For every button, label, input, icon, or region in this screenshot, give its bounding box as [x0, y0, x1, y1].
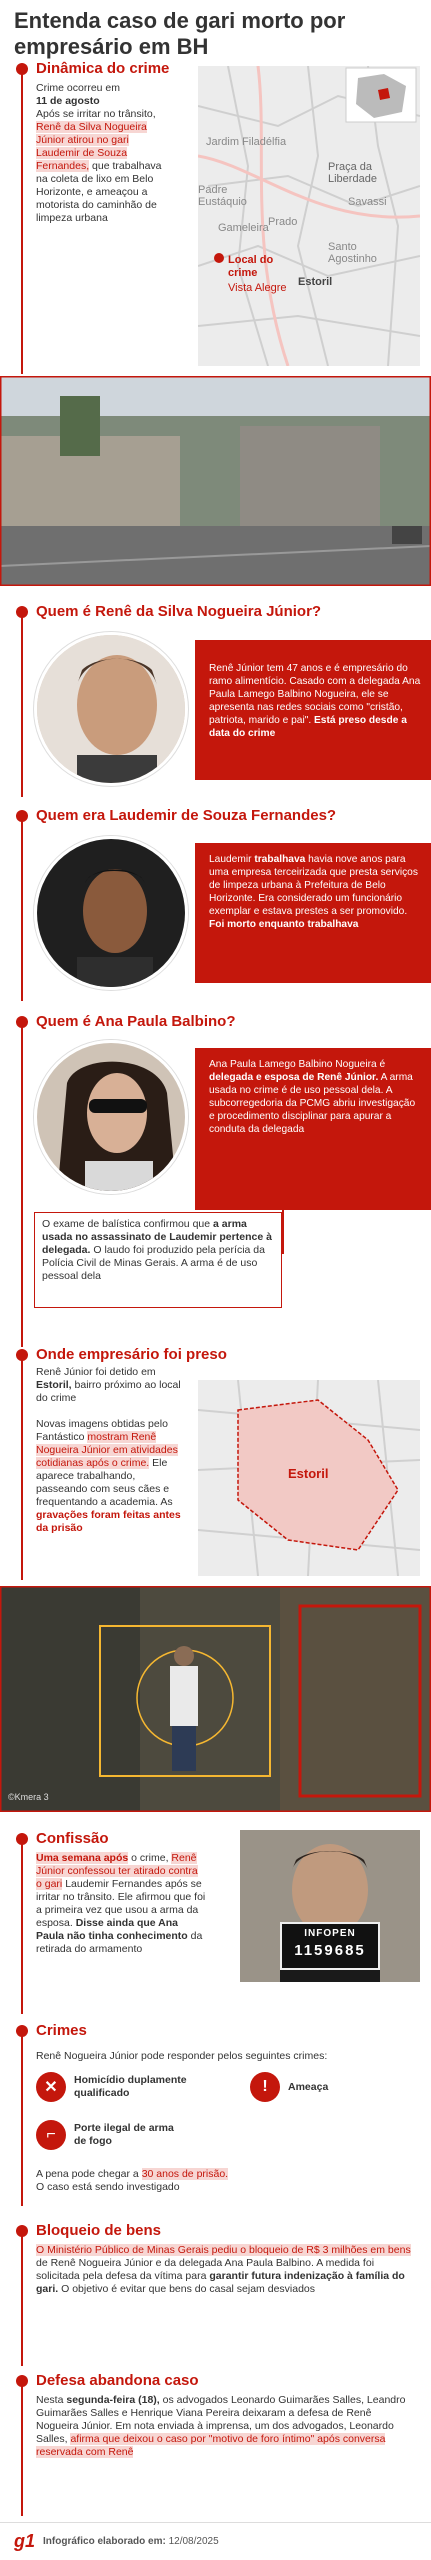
section-preso-heading: Onde empresário foi preso	[16, 1346, 227, 1363]
bullet-dot	[16, 1016, 28, 1028]
map-label: Prado	[268, 216, 298, 228]
crime-porte: ⌐ Porte ilegal de arma de fogo	[36, 2120, 174, 2150]
timeline-line	[21, 821, 23, 1001]
timeline-line	[21, 2236, 23, 2366]
section-confissao-heading: Confissão	[16, 1830, 109, 1847]
note-connector	[282, 1210, 284, 1254]
map-label: Santo Agostinho	[328, 241, 377, 265]
estoril-map	[198, 1380, 420, 1576]
timeline-line	[21, 617, 23, 797]
bullet-dot	[16, 810, 28, 822]
ana-portrait	[34, 1040, 188, 1194]
section-rene-heading: Quem é Renê da Silva Nogueira Júnior?	[16, 603, 321, 620]
bullet-dot	[16, 2375, 28, 2387]
street-photo	[0, 376, 431, 586]
ballistics-note: O exame de balística confirmou que a arma usada no assassinato de Laudemir pertence à delegada. O laudo foi produzido pela perícia da Polícia Civil de Minas Gerais. A arma é de uso pessoal dela	[34, 1212, 282, 1308]
map-label: Gameleira	[218, 222, 269, 234]
page-title: Entenda caso de gari morto por empresário em BH	[14, 8, 346, 59]
camera-caption: ©Kmera 3	[8, 1792, 49, 1802]
estoril-label: Estoril	[288, 1466, 329, 1481]
confissao-text: Uma semana após o crime, Renê Júnior confessou ter atirado contra o gari Laudemir Fernandes após se irritar no trânsito. Ele afirmou que foi a primeira vez que usou a arma da esposa. Disse ainda que Ana Paula não tinha conhecimento da retirada do armamento	[36, 1852, 206, 1955]
crimes-intro: Renê Nogueira Júnior pode responder pelos seguintes crimes:	[36, 2050, 328, 2062]
ana-info-box: Ana Paula Lamego Balbino Nogueira é delegada e esposa de Renê Júnior. A arma usada no crime é de uso pessoal dela. A subcorregedoria da PCMG abriu investigação e procedimento disciplinar para apurar a conduta da delegada	[195, 1048, 431, 1210]
laudemir-info-box: Laudemir trabalhava havia nove anos para uma empresa terceirizada que presta serviços de limpeza urbana à Prefeitura de Belo Horizonte. Era considerado um funcionário exemplar e estava prestes a ser promovido. Foi morto enquanto trabalhava	[195, 843, 431, 983]
timeline-line	[21, 2386, 23, 2516]
crime-ameaca: ! Ameaça	[250, 2072, 328, 2102]
map-label: Estoril	[298, 276, 333, 288]
g1-logo: g1	[14, 2531, 36, 2551]
section-crimes-heading: Crimes	[16, 2022, 87, 2039]
cross-icon: ✕	[36, 2072, 66, 2102]
map-label: Vista Alegre	[228, 282, 287, 294]
bullet-dot	[16, 1349, 28, 1361]
map-label: Savassi	[348, 196, 387, 208]
timeline-line	[21, 1027, 23, 1347]
defesa-text: Nesta segunda-feira (18), os advogados Leonardo Guimarães Salles, Leandro Guimarães Salles e Henrique Viana Pereira deixaram a defesa de Renê Nogueira Júnior. Em nota enviada à imprensa, um dos advogados, Leonardo Salles, afirma que deixou o caso por "motivo de foro íntimo" após conversa reservada com Renê	[36, 2394, 406, 2458]
map-label: Praça da Liberdade	[328, 161, 377, 185]
dinamica-text: Crime ocorreu em 11 de agosto Após se irritar no trânsito, Renê da Silva Nogueira Júnior atirou no gari Laudemir de Souza Fernandes, que trabalhava na coleta de lixo em Belo Horizonte, e ameaçou a motorista do caminhão de limpeza urbana	[36, 82, 162, 224]
footer-label: Infográfico elaborado em: 12/08/2025	[43, 2536, 219, 2547]
crime-homicidio: ✕ Homicídio duplamente qualificado	[36, 2072, 194, 2102]
section-laudemir-heading: Quem era Laudemir de Souza Fernandes?	[16, 807, 336, 824]
laudemir-portrait	[34, 836, 188, 990]
map-label: Padre Eustáquio	[198, 184, 247, 208]
section-defesa-heading: Defesa abandona caso	[16, 2372, 199, 2389]
section-ana-heading: Quem é Ana Paula Balbino?	[16, 1013, 235, 1030]
crime-location-map	[198, 66, 420, 366]
bloqueio-text: O Ministério Público de Minas Gerais pediu o bloqueio de R$ 3 milhões em bens de Renê Nogueira Júnior e da delegada Ana Paula Balbino. A medida foi solicitada pela defesa da vítima para garantir futura indenização à família do gari. O objetivo é evitar que bens do casal sejam desviados	[36, 2244, 411, 2295]
timeline-line	[21, 1844, 23, 2014]
bullet-dot	[16, 1833, 28, 1845]
rene-info-box: Renê Júnior tem 47 anos e é empresário do ramo alimentício. Casado com a delegada Ana Paula Lamego Balbino Nogueira, ele se apresenta nas redes sociais como "cristão, patriota, marido e pai". Está preso desde a data do crime	[195, 640, 431, 780]
bullet-dot	[16, 63, 28, 75]
preso-text: Renê Júnior foi detido em Estoril, bairro próximo ao local do crime Novas imagens obtidas pelo Fantástico mostram Renê Nogueira Júnior em atividades cotidianas após o crime. Ele aparece trabalhando, passeando com seus cães e frequentando a academia. As gravações foram feitas antes da prisão	[36, 1366, 181, 1534]
section-dinamica-heading: Dinâmica do crime	[16, 60, 169, 77]
timeline-line	[21, 1360, 23, 1580]
surveillance-photo	[0, 1586, 431, 1812]
timeline-line	[21, 2036, 23, 2206]
gun-icon: ⌐	[36, 2120, 66, 2150]
section-bloqueio-heading: Bloqueio de bens	[16, 2222, 161, 2239]
rene-portrait	[34, 632, 188, 786]
bullet-dot	[16, 2025, 28, 2037]
crime-location-label: Local do crime	[228, 254, 274, 279]
footer	[0, 2522, 431, 2560]
id-plate: INFOPEN 1159685	[280, 1922, 380, 1970]
rene-mugshot	[240, 1830, 420, 1982]
timeline-line	[21, 74, 23, 374]
bullet-dot	[16, 2225, 28, 2237]
bullet-dot	[16, 606, 28, 618]
pena-text: A pena pode chegar a 30 anos de prisão. O caso está sendo investigado	[36, 2168, 229, 2193]
map-label: Jardim Filadélfia	[206, 136, 287, 148]
warning-icon: !	[250, 2072, 280, 2102]
